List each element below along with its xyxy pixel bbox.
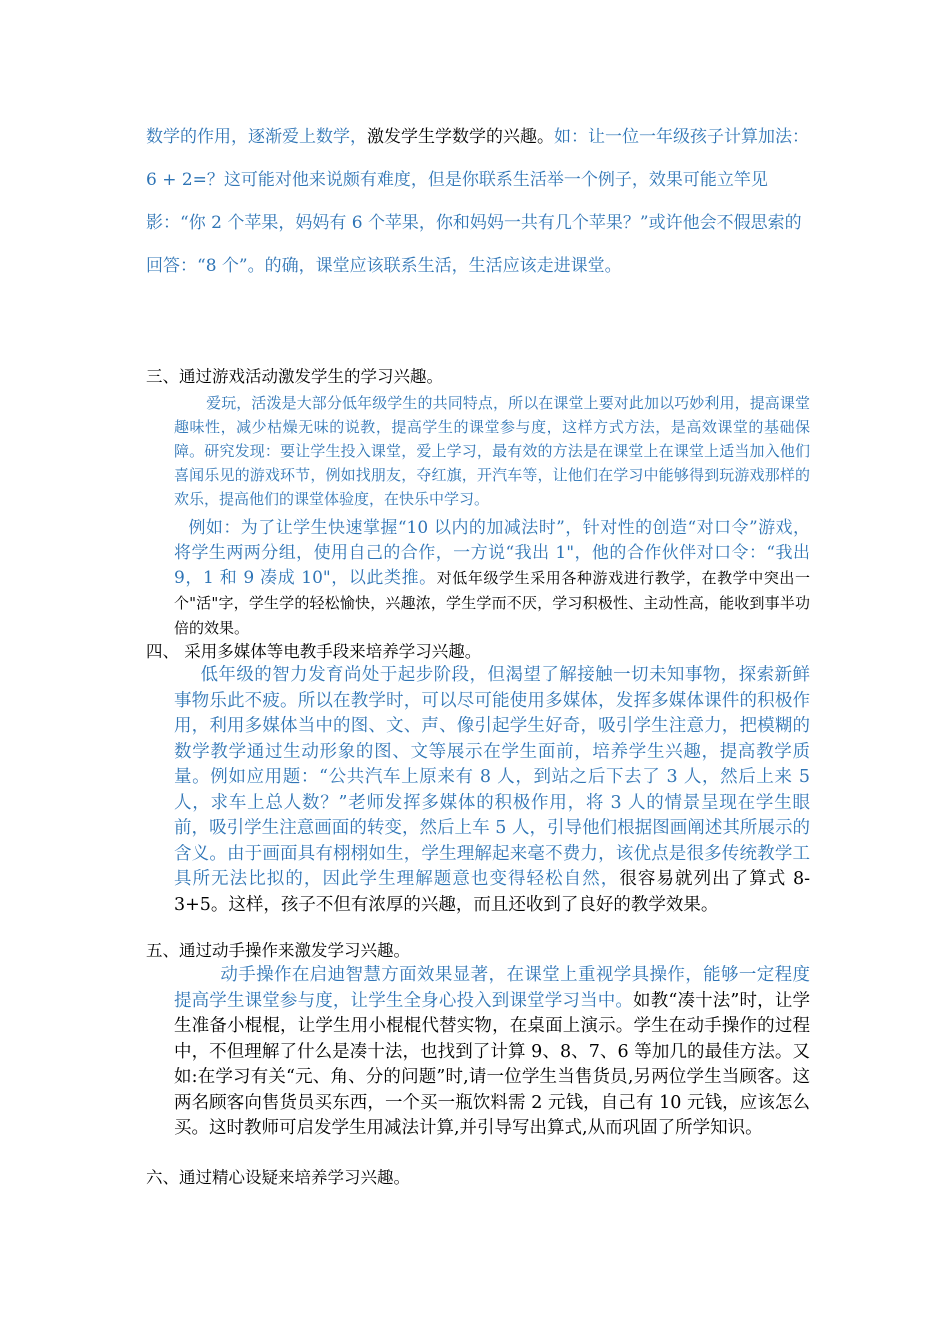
para5-black: 如教“凑十法”时，让学生准备小棍棍，让学生用小棍棍代替实物，在桌面上演示。学生在动手操作的过程中，不但理解了什么是凑十法，也找到了计算 9、8、7、6 等加几的最佳方法。又如:在学习有关“元、角、分的问题”时,请一位学生当售货员,另两位学生当顾客。这两名顾客向售货员买东西，一个买一瓶饮料需 2 元钱，自己有 10 元钱，应该怎么买。这时教师可启发学生用减法计算,并引导写出算式,从而巩固了所学知识。 — [174, 990, 810, 1138]
para5-blue: 动手操作在启迪智慧方面效果显著，在课堂上重视学具操作，能够一定程度提高学生课堂参与度，让学生全身心投入到课堂学习当中。 — [174, 965, 810, 1011]
para4-black: 很容易就列出了算式 8-3+5。这样，孩子不但有浓厚的兴趣，而且还收到了良好的教学效果。 — [174, 869, 811, 915]
heading-section-4: 四、 采用多媒体等电教手段来培养学习兴趣。 — [146, 642, 482, 661]
heading-section-3: 三、通过游戏活动激发学生的学习兴趣。 — [146, 367, 443, 386]
para4-blue: 低年级的智力发育尚处于起步阶段，但渴望了解接触一切未知事物，探索新鲜事物乐此不疲。所以在教学时，可以尽可能使用多媒体，发挥多媒体课件的积极作用，利用多媒体当中的图、文、声、像引起学生好奇，吸引学生注意力，把模糊的数学教学通过生动形象的图、文等展示在学生面前，培养学生兴趣，提高教学质量。例如应用题：“公共汽车上原来有 8 人，到站之后下去了 3 人，然后上来 5 人，求车上总人数？”老师发挥多媒体的积极作用，将 3 人的情景呈现在学生眼前，吸引学生注意画面的转变，然后上车 5 人，引导他们根据图画阐述其所展示的含义。由于画面具有栩栩如生，学生理解起来毫不费力，该优点是很多传统教学工具所无法比拟的，因此学生理解题意也变得轻松自然， — [174, 665, 810, 889]
para1-blue-b: 如：让一位一年级孩子计算加法：6 + 2=？这可能对他来说颇有难度，但是你联系生活举一个例子，效果可能立竿见影：“你 2 个苹果，妈妈有 6 个苹果，你和妈妈一共有几个苹果？”或许他会不假思索的回答：“8 个”。的确，课堂应该联系生活，生活应该走进课堂。 — [146, 127, 809, 276]
paragraph-multimedia — [174, 663, 810, 918]
para3b-black: 对低年级学生采用各种游戏进行教学，在教学中突出一个"活"字，学生学的轻松愉快，兴趣浓，学生学而不厌，学习积极性、主动性高，能收到事半功倍的效果。 — [174, 569, 810, 637]
para3a-text: 爱玩，活泼是大部分低年级学生的共同特点，所以在课堂上要对此加以巧妙利用，提高课堂趣味性，减少枯燥无味的说教，提高学生的课堂参与度，这样方式方法，是高效课堂的基础保障。研究发现：要让学生投入课堂，爱上学习，最有效的方法是在课堂上在课堂上适当加入他们喜闻乐见的游戏环节，例如找朋友，夺红旗，开汽车等，让他们在学习中能够得到玩游戏那样的欢乐，提高他们的课堂体验度，在快乐中学习。 — [174, 394, 810, 508]
para1-black-a: 激发学生学数学的兴趣。 — [367, 127, 554, 147]
para3b-blue: 例如：为了让学生快速掌握“10 以内的加减法时”，针对性的创造“对口令”游戏，将学生两两分组，使用自己的合作，一方说“我出 1"，他的合作伙伴对口令：“我出 9，1 和 9 凑成 10"，以此类推。 — [174, 518, 810, 588]
heading-section-5: 五、通过动手操作来激发学习兴趣。 — [146, 941, 410, 960]
paragraph-game-activities — [174, 391, 810, 511]
paragraph-game-example — [174, 516, 810, 641]
para1-blue-a: 数学的作用，逐渐爱上数学， — [146, 127, 367, 147]
paragraph-math-usefulness — [146, 116, 816, 288]
heading-section-6: 六、通过精心设疑来培养学习兴趣。 — [146, 1168, 410, 1187]
paragraph-hands-on — [174, 963, 810, 1142]
